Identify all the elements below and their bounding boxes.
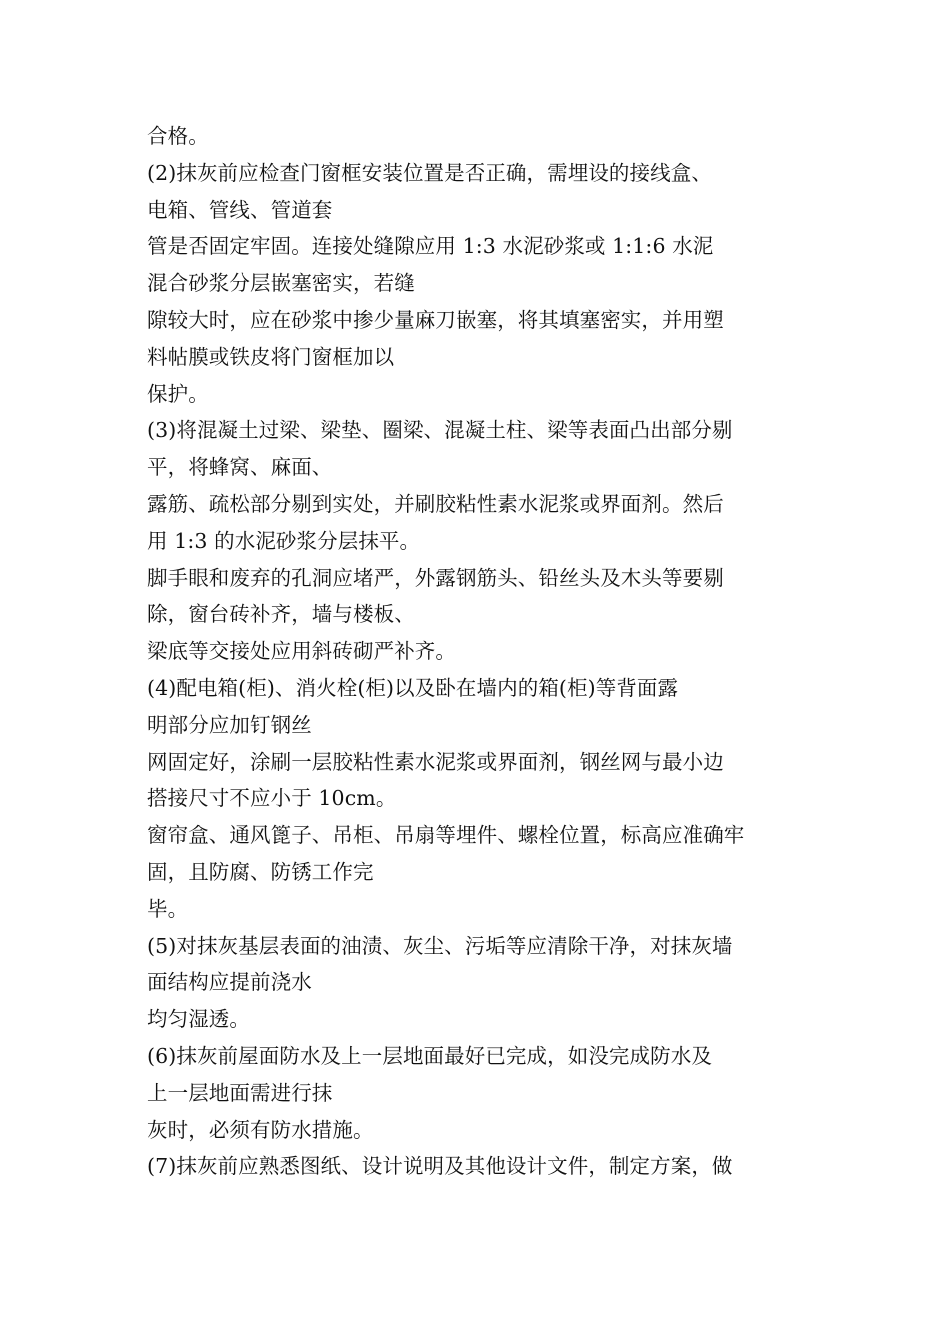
text-line: 上一层地面需进行抹 (147, 1080, 333, 1105)
text-line: 隙较大时，应在砂浆中掺少量麻刀嵌塞，将其填塞密实，并用塑 (147, 307, 724, 332)
text-line: 料帖膜或铁皮将门窗框加以 (147, 344, 395, 369)
text-line: 面结构应提前浇水 (147, 970, 312, 995)
text-line: 灰时，必须有防水措施。 (147, 1117, 374, 1142)
text-line: 搭接尺寸不应小于 10cm。 (147, 786, 397, 811)
text-line: 均匀湿透。 (147, 1007, 250, 1032)
text-line: 网固定好，涂刷一层胶粘性素水泥浆或界面剂，钢丝网与最小边 (147, 749, 724, 774)
text-line: 平，将蜂窝、麻面、 (147, 455, 333, 480)
text-line: 窗帘盒、通风篦子、吊柜、吊扇等埋件、螺栓位置，标高应准确牢 (147, 823, 745, 848)
text-line: (7)抹灰前应熟悉图纸、设计说明及其他设计文件，制定方案，做 (147, 1154, 733, 1179)
text-line: (3)将混凝土过梁、梁垫、圈梁、混凝土柱、梁等表面凸出部分剔 (147, 418, 733, 443)
text-line: 梁底等交接处应用斜砖砌严补齐。 (147, 639, 456, 664)
text-line: 露筋、疏松部分剔到实处，并刷胶粘性素水泥浆或界面剂。然后 (147, 491, 724, 516)
text-line: 混合砂浆分层嵌塞密实，若缝 (147, 271, 415, 296)
document-body (147, 118, 817, 1185)
text-line: 脚手眼和废弃的孔洞应堵严，外露钢筋头、铅丝头及木头等要剔 (147, 565, 724, 590)
text-line: 合格。 (147, 124, 209, 148)
text-line: 管是否固定牢固。连接处缝隙应用 1:3 水泥砂浆或 1:1:6 水泥 (147, 234, 714, 259)
text-line: 明部分应加钉钢丝 (147, 712, 312, 737)
text-line: 固，且防腐、防锈工作完 (147, 859, 374, 884)
text-line: 保护。 (147, 381, 209, 406)
text-line: 电箱、管线、管道套 (147, 197, 333, 222)
text-line: (4)配电箱(柜)、消火栓(柜)以及卧在墙内的箱(柜)等背面露 (147, 675, 679, 700)
text-line: (6)抹灰前屋面防水及上一层地面最好已完成，如没完成防水及 (147, 1043, 712, 1068)
text-line: 用 1:3 的水泥砂浆分层抹平。 (147, 528, 421, 553)
text-line: 毕。 (147, 896, 189, 921)
text-line: (5)对抹灰基层表面的油渍、灰尘、污垢等应清除干净，对抹灰墙 (147, 933, 733, 958)
text-line: 除，窗台砖补齐，墙与楼板、 (147, 602, 415, 627)
text-line: (2)抹灰前应检查门窗框安装位置是否正确，需埋设的接线盒、 (147, 160, 712, 185)
